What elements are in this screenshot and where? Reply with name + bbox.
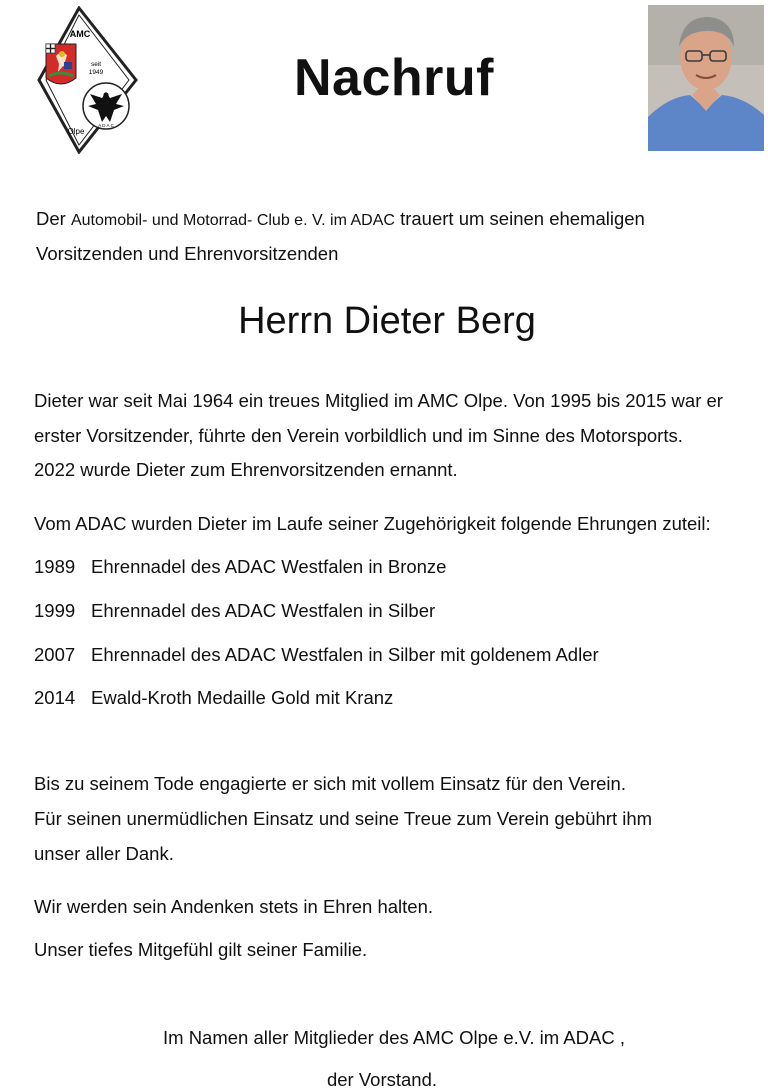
deceased-name: Herrn Dieter Berg [238,300,536,342]
logo-bottom-text: Olpe [67,127,85,136]
signature-line-1: Im Namen aller Mitglieder des AMC Olpe e.V. im ADAC , [163,1027,625,1048]
honor-text: Ehrennadel des ADAC Westfalen in Silber mit goldenem Adler [91,644,599,665]
logo-since-year: 1949 [88,69,104,76]
honor-item [34,556,446,578]
logo-since-label: seit [90,61,102,68]
signature-line-2: der Vorstand. [326,1069,438,1090]
intro-line-1-rest: trauert um seinen ehemaligen [400,208,645,229]
honor-year: 1989 [34,556,76,577]
bio-line: 2022 wurde Dieter zum Ehrenvorsitzenden ernannt. [34,459,458,480]
bio-line: Dieter war seit Mai 1964 ein treues Mitglied im AMC Olpe. Von 1995 bis 2015 war er [34,390,723,411]
honor-text: Ehrennadel des ADAC Westfalen in Bronze [91,556,447,577]
intro-line-2: Vorsitzenden und Ehrenvorsitzenden [36,243,339,264]
honor-year: 2007 [34,644,76,665]
honor-year: 1999 [34,600,76,621]
intro-line-1 [36,208,645,232]
closing-line: Bis zu seinem Tode engagierte er sich mit vollem Einsatz für den Verein. [34,773,626,794]
honor-item [34,687,393,709]
page-title: Nachruf [294,49,494,107]
bio-line: erster Vorsitzender, führte den Verein vorbildlich und im Sinne des Motorsports. [34,425,683,446]
intro-word-der: Der [36,208,66,229]
honor-text: Ehrennadel des ADAC Westfalen in Silber [91,600,436,621]
badge-letters: A D A C [98,123,114,128]
honor-item [34,600,435,622]
remembrance-line: Wir werden sein Andenken stets in Ehren halten. [34,896,434,917]
honor-text: Ewald-Kroth Medaille Gold mit Kranz [91,687,394,708]
closing-line: Für seinen unermüdlichen Einsatz und seine Treue zum Verein gebührt ihm [34,808,653,829]
closing-line: unser aller Dank. [34,843,174,864]
club-name: Automobil- und Motorrad- Club e. V. im ADAC [70,212,395,229]
honors-intro: Vom ADAC wurden Dieter im Laufe seiner Zugehörigkeit folgende Ehrungen zuteil: [34,513,711,534]
honor-year: 2014 [34,687,76,708]
honor-item [34,644,599,666]
sympathy-line: Unser tiefes Mitgefühl gilt seiner Familie. [34,939,368,960]
logo-top-text: AMC [69,29,91,39]
